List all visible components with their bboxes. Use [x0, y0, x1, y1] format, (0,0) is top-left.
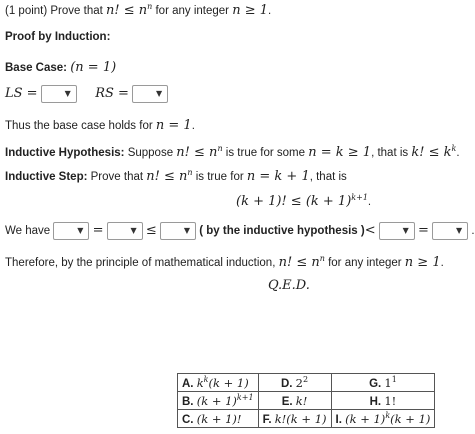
option-e: E. k!	[258, 392, 331, 410]
chevron-down-icon: ▼	[130, 226, 137, 235]
option-a: A. $k^k(k + 1)$	[178, 374, 259, 392]
inductive-step: Inductive Step: Prove that n! ≤ $n^n$ is true for n = k + 1, that is	[5, 168, 347, 184]
option-f: F. k!(k + 1)	[258, 410, 331, 428]
chain-dropdown-4[interactable]	[379, 222, 415, 240]
option-h: H. 1!	[331, 392, 435, 410]
rs-dropdown[interactable]	[132, 85, 168, 103]
chevron-down-icon: ▼	[77, 226, 84, 235]
ls-dropdown[interactable]	[41, 85, 77, 103]
table-row	[178, 374, 435, 392]
answer-options-table	[177, 373, 435, 428]
table-row	[178, 392, 435, 410]
conclusion: Therefore, by the principle of mathematical induction, n! ≤ $n^n$ for any integer n ≥ 1.	[5, 254, 444, 270]
qed: Q.E.D.	[268, 278, 310, 293]
inductive-hypothesis: Inductive Hypothesis: Suppose n! ≤ $n^n$ is true for some n = k ≥ 1, that is k! ≤ $k^k$.	[5, 144, 460, 160]
table-row	[178, 410, 435, 428]
chevron-down-icon: ▼	[155, 89, 163, 98]
ls-label: LS =	[5, 86, 38, 102]
chain-dropdown-5[interactable]	[432, 222, 468, 240]
chevron-down-icon: ▼	[402, 226, 409, 235]
chain-dropdown-2[interactable]	[107, 222, 143, 240]
base-case-heading: Base Case: (n = 1)	[5, 60, 117, 75]
option-g: G. $1^1$	[331, 374, 435, 392]
chevron-down-icon: ▼	[455, 226, 463, 235]
option-d: D. $2^2$	[258, 374, 331, 392]
chain-dropdown-1[interactable]	[53, 222, 89, 240]
rs-label: RS =	[95, 86, 129, 102]
chevron-down-icon: ▼	[64, 89, 71, 98]
chevron-down-icon: ▼	[183, 226, 191, 235]
we-have-row: We have ▼ = ▼ ≤ ▼ ( by the inductive hypothesis )< ▼ = ▼ .	[5, 223, 475, 239]
base-case-holds: Thus the base case holds for n = 1.	[5, 118, 195, 133]
problem-statement: (1 point) Prove that n! ≤ $n^n$ for any integer n ≥ 1.	[5, 2, 272, 18]
option-c: C. (k + 1)!	[178, 410, 259, 428]
option-i: I. $(k + 1)^k(k + 1)$	[331, 410, 435, 428]
target-equation: (k + 1)! ≤ $(k + 1)^{k+1}$.	[236, 193, 372, 209]
proof-title: Proof by Induction:	[5, 31, 111, 43]
option-b: B. $(k + 1)^{k+1}$	[178, 392, 259, 410]
ls-rs-row	[5, 85, 168, 103]
chain-dropdown-3[interactable]	[160, 222, 196, 240]
